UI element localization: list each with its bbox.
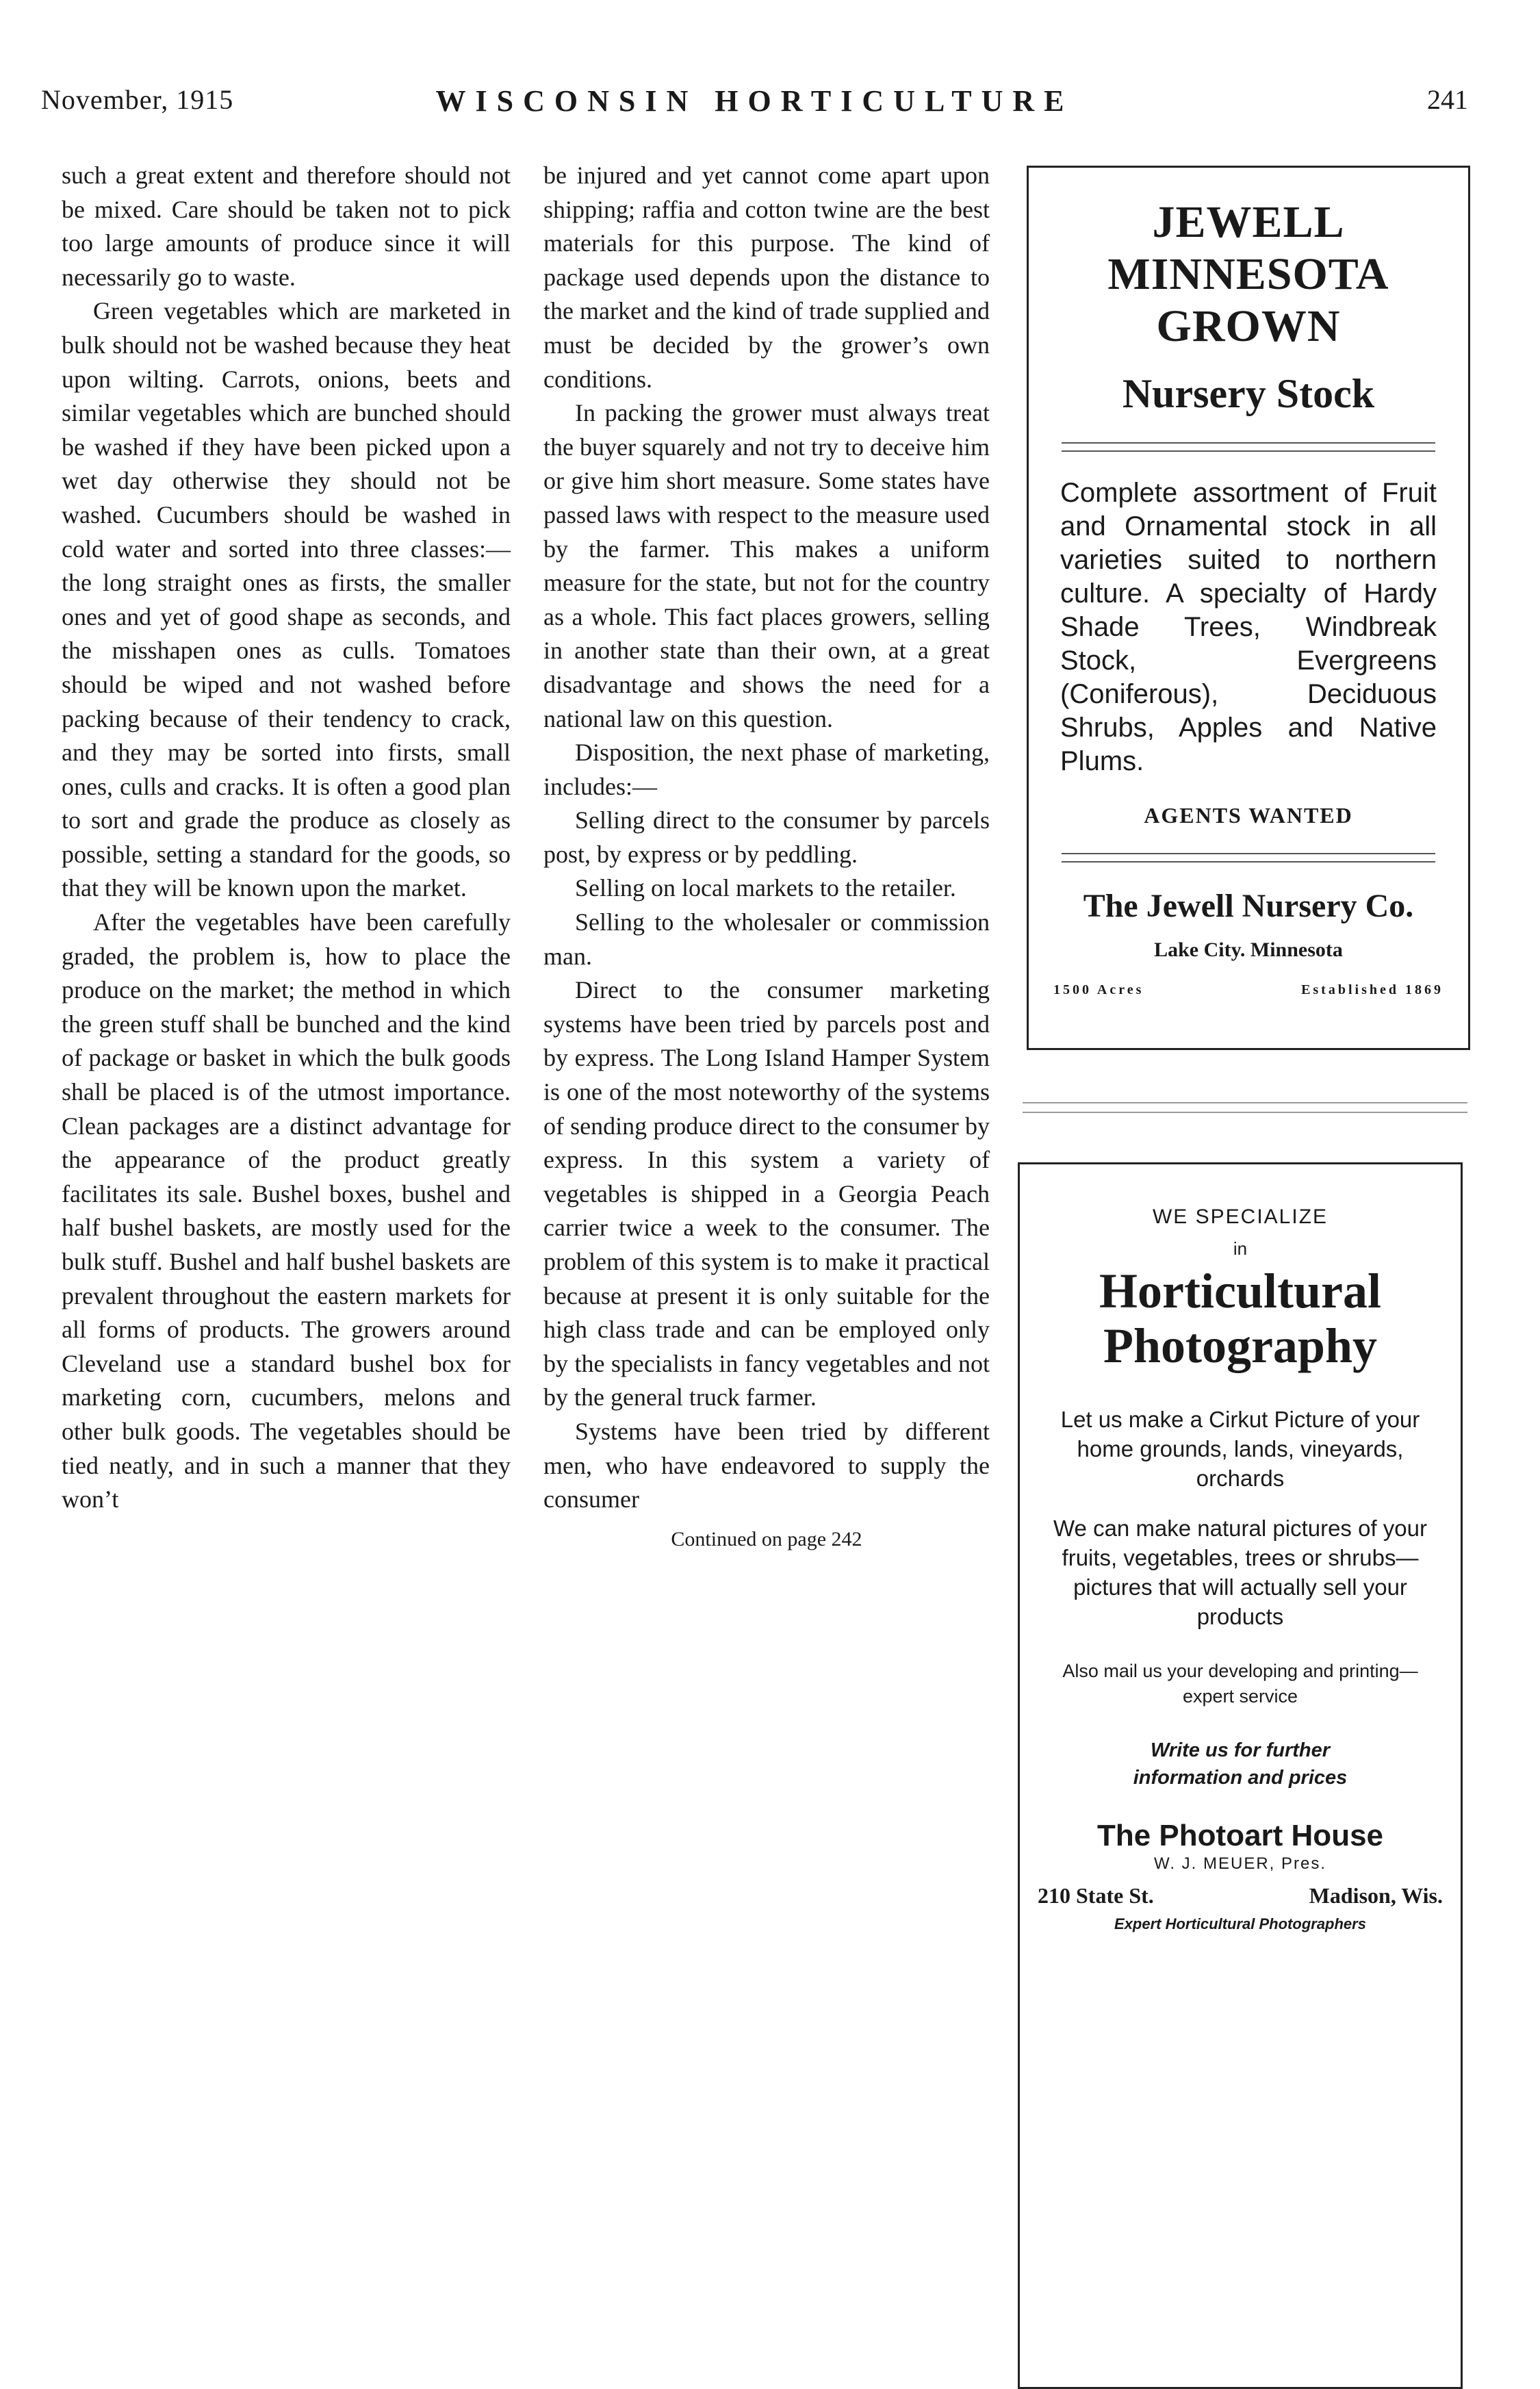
ad-intro: WE SPECIALIZE xyxy=(1152,1205,1329,1228)
issue-date: November, 1915 xyxy=(41,84,234,115)
divider xyxy=(1062,853,1435,863)
acreage: 1500 Acres xyxy=(1053,982,1144,997)
ad-title: JEWELL MINNESOTA GROWN xyxy=(1107,197,1389,351)
street: 210 State St. xyxy=(1038,1883,1154,1908)
ad-body: Complete assortment of Fruit and Ornamental stock in all varieties suited to northern culture. A specialty of Hardy Shade Trees, Windbreak Stock, Evergreens (Coniferous), Deciduous Shrubs, Apples and Native Plums. xyxy=(1060,478,1437,776)
paragraph: Systems have been tried by different men, who have endeavored to supply the consumer xyxy=(543,1417,990,1513)
paragraph: Selling direct to the consumer by parcels post, by express or by peddling. xyxy=(543,806,990,868)
ad-separator xyxy=(1023,1102,1467,1113)
article-column-1 xyxy=(62,159,511,1517)
photoart-house-ad xyxy=(1018,1162,1463,2389)
paragraph: Green vegetables which are marketed in bulk should not be washed because they heat upon wilting. Carrots, onions, beets and similar vegetables which are bunched should be washed if they have been picked upon a wet day otherwise they should not be washed. Cucumbers should be washed in cold water and sorted into three classes:— the long straight ones as firsts, the smaller ones and yet of good shape as seconds, and the misshapen ones as culls. Tomatoes should be wiped and not washed before packing because of their tendency to crack, and they may be sorted into firsts, small ones, culls and cracks. It is often a good plan to sort and grade the produce as closely as possible, setting a standard for the goods, so that they will be known upon the market. xyxy=(62,297,511,902)
paragraph: Disposition, the next phase of marketing, includes:— xyxy=(543,739,990,800)
paragraph: Selling on local markets to the retailer. xyxy=(575,874,956,902)
company-president: W. J. MEUER, Pres. xyxy=(1153,1854,1327,1873)
paragraph: Direct to the consumer marketing systems have been tried by parcels post and by express. The Long Island Hamper System is one of the most noteworthy of the systems of sending produce direct to the consumer by express. In this system a variety of vegetables is shipped in a Georgia Peach carrier twice a week to the consumer. The problem of this system is to make it practical because at present it is only suitable for the high class trade and can be employed only by the specialists in fancy vegetables and not by the general truck farmer. xyxy=(543,976,990,1411)
company-city: Lake City. Minnesota xyxy=(1154,938,1343,961)
ad-title: Horticultural Photography xyxy=(1099,1264,1381,1373)
company-name: The Jewell Nursery Co. xyxy=(1083,888,1414,924)
divider xyxy=(1062,442,1435,452)
ad-intro-in: in xyxy=(1233,1238,1248,1259)
ad-call-to-action: Write us for further information and prices xyxy=(1133,1739,1348,1789)
ad-line: We can make natural pictures of your fruits, vegetables, trees or shrubs—pictures that will actually sell your products xyxy=(1053,1516,1427,1629)
company-name: The Photoart House xyxy=(1096,1819,1384,1852)
paragraph: such a great extent and therefore should not be mixed. Care should be taken not to pick too large amounts of produce since it will necessarily go to waste. xyxy=(62,162,511,291)
paragraph: be injured and yet cannot come apart upon shipping; raffia and cotton twine are the best materials for this purpose. The kind of package used depends upon the distance to the market and the kind of trade supplied and must be decided by the grower’s own conditions. xyxy=(543,162,990,393)
jewell-nursery-ad xyxy=(1027,166,1470,1050)
city: Madison, Wis. xyxy=(1309,1883,1443,1908)
agents-wanted: AGENTS WANTED xyxy=(1144,803,1353,828)
ad-line: Also mail us your developing and printing—expert service xyxy=(1062,1661,1418,1707)
page-number: 241 xyxy=(1427,84,1468,115)
journal-title: WISCONSIN HORTICULTURE xyxy=(435,84,1074,118)
established: Established 1869 xyxy=(1301,982,1443,997)
paragraph: In packing the grower must always treat the buyer squarely and not try to deceive him or give him short measure. Some states have passed laws with respect to the measure used by the farmer. This makes a uniform measure for the state, but not for the country as a whole. This fact places growers, selling in another state than their own, at a great disadvantage and shows the need for a national law on this question. xyxy=(543,399,990,732)
company-address xyxy=(1038,1883,1443,1908)
paragraph: Selling to the wholesaler or commission man. xyxy=(543,908,990,970)
ad-line: Let us make a Cirkut Picture of your home grounds, lands, vineyards, orchards xyxy=(1060,1407,1420,1491)
article-column-2 xyxy=(543,159,990,1556)
page-header xyxy=(41,84,1468,131)
company-tagline: Expert Horticultural Photographers xyxy=(1114,1915,1366,1932)
company-facts xyxy=(1053,982,1443,998)
continued-notice: Continued on page 242 xyxy=(671,1527,862,1550)
paragraph: After the vegetables have been carefully graded, the problem is, how to place the produce on the market; the method in which the green stuff shall be bunched and the kind of package or basket in which the bulk goods shall be placed is of the utmost importance. Clean packages are a distinct advantage for the appearance of the product greatly facilitates its sale. Bushel boxes, bushel and half bushel baskets, are mostly used for the bulk stuff. Bushel and half bushel baskets are prevalent throughout the eastern markets for all forms of products. The growers around Cleveland use a standard bushel box for marketing corn, cucumbers, melons and other bulk goods. The vegetables should be tied neatly, and in such a manner that they won’t xyxy=(62,908,511,1513)
ad-subtitle: Nursery Stock xyxy=(1122,371,1375,416)
